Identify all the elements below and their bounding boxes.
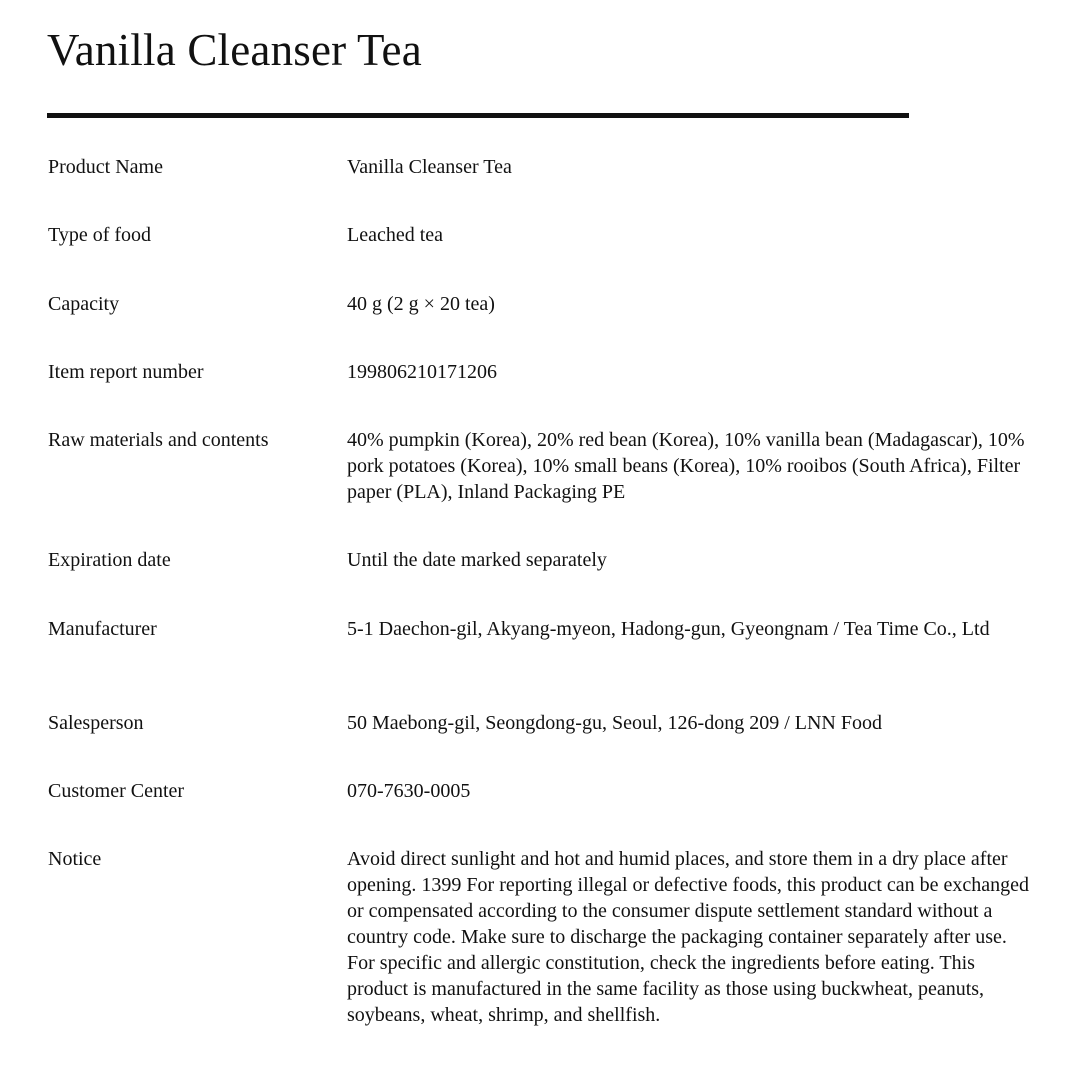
row-label: Notice [48, 848, 102, 870]
row-value: Until the date marked separately [347, 549, 607, 571]
row-value: 5-1 Daechon-gil, Akyang-myeon, Hadong-gun, Gyeongnam / Tea Time Co., Ltd [347, 618, 990, 640]
row-label: Type of food [48, 224, 152, 246]
row-value: 40 g (2 g × 20 tea) [347, 293, 495, 315]
page-title: Vanilla Cleanser Tea [47, 25, 422, 75]
row-label: Raw materials and contents [48, 429, 269, 451]
row-value: Avoid direct sunlight and hot and humid places, and store them in a dry place after opening. 1399 For reporting illegal or defective foods, this product can be exchanged or compensated according to the consumer dispute settlement standard without a country code. Make sure to discharge the packaging container separately after use. For specific and allergic constitution, check the ingredients before eating. This product is manufactured in the same facility as those using buckwheat, peanuts, soybeans, wheat, shrimp, and shellfish. [347, 848, 1030, 1026]
row-label: Manufacturer [48, 618, 157, 640]
row-label: Product Name [48, 156, 163, 178]
row-label: Salesperson [48, 712, 144, 734]
row-label: Expiration date [48, 549, 171, 571]
row-label: Capacity [48, 293, 120, 315]
row-label: Item report number [48, 361, 204, 383]
row-value: 199806210171206 [347, 361, 497, 383]
title-divider [47, 113, 909, 118]
row-value: 070-7630-0005 [347, 780, 471, 802]
row-value: Vanilla Cleanser Tea [347, 156, 512, 178]
row-label: Customer Center [48, 780, 185, 802]
row-value: 50 Maebong-gil, Seongdong-gu, Seoul, 126-dong 209 / LNN Food [347, 712, 882, 734]
row-value: 40% pumpkin (Korea), 20% red bean (Korea), 10% vanilla bean (Madagascar), 10% pork potatoes (Korea), 10% small beans (Korea), 10% rooibos (South Africa), Filter paper (PLA), Inland Packaging PE [347, 429, 1025, 503]
row-value: Leached tea [347, 224, 444, 246]
